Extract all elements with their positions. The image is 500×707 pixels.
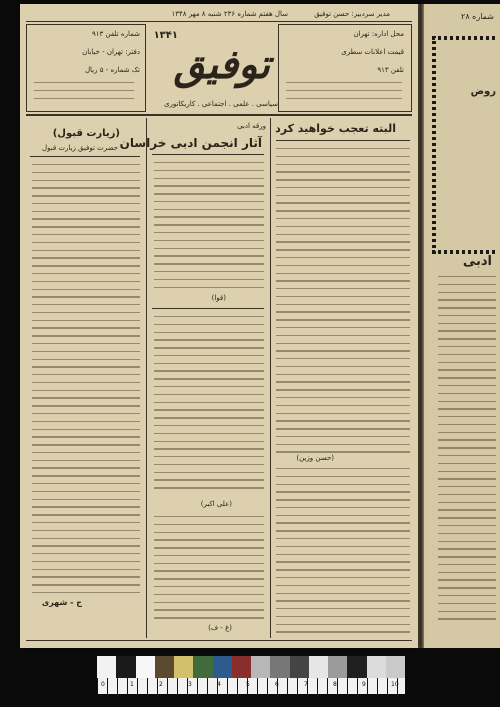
right-article-body: [276, 148, 410, 459]
ruler-tick-label: 8: [333, 681, 337, 688]
right-article-signature: (حسن وزین): [296, 454, 334, 462]
color-swatch: [270, 656, 289, 678]
center-poem-block: [154, 162, 264, 294]
color-swatch: [193, 656, 212, 678]
ornament-left: [432, 36, 436, 254]
adjacent-page-header: شماره ۲۸: [461, 12, 494, 21]
color-swatches: [97, 656, 405, 678]
left-header-line-1: شماره تلفن ۹۱۳: [92, 30, 140, 38]
color-swatch: [232, 656, 251, 678]
left-header-text: [34, 82, 134, 105]
ruler-tick-label: 2: [159, 681, 163, 688]
color-swatch: [213, 656, 232, 678]
masthead-tagline: سیاسی . علمی . اجتماعی . کاریکاتوری: [163, 100, 278, 108]
color-swatch: [347, 656, 366, 678]
color-swatch: [136, 656, 155, 678]
masthead-title: توفیق: [173, 42, 270, 88]
left-footer-sign: ح - شهری: [41, 598, 82, 607]
column-divider-right: [270, 118, 271, 638]
ruler-tick-label: 3: [188, 681, 192, 688]
color-swatch: [251, 656, 270, 678]
scale-ruler: [97, 678, 405, 694]
color-calibration-target: [97, 656, 405, 694]
center-signature: (قوا): [211, 294, 226, 302]
masthead-number: ۱۳۴۱: [153, 30, 178, 41]
left-poem-body: [32, 164, 140, 600]
color-swatch: [367, 656, 386, 678]
ornament-word: روض: [470, 86, 496, 97]
ornament-top: [432, 36, 498, 40]
ruler-tick-label: 6: [275, 681, 279, 688]
adjacent-page: [424, 4, 500, 648]
right-header-line-1: محل اداره: تهران: [353, 30, 404, 38]
ruler-tick-label: 10: [391, 681, 399, 688]
left-header-line-3: تک شماره - ۵ ریال: [84, 66, 140, 74]
right-header-text: [286, 82, 402, 105]
right-header-line-3: تلفن ۹۱۳: [377, 66, 404, 74]
color-swatch: [155, 656, 174, 678]
right-article-title: البته تعجب خواهید کرد: [275, 122, 396, 135]
center-article-body: [154, 316, 264, 495]
header-rule: [26, 114, 412, 116]
color-swatch: [290, 656, 309, 678]
column-divider-left: [146, 118, 147, 638]
newspaper-page: [20, 4, 418, 648]
left-title-rule: [30, 156, 140, 157]
binding-fold: [418, 4, 424, 648]
top-rule: [26, 21, 412, 22]
center-mid-rule: [152, 308, 264, 309]
left-header-line-2: دفتر: تهران - خیابان: [82, 48, 140, 56]
center-title-rule: [152, 154, 264, 155]
ruler-tick-label: 0: [101, 681, 105, 688]
color-swatch: [328, 656, 347, 678]
center-section-label: ورقه ادبی: [237, 122, 266, 130]
adjacent-text-block: [438, 276, 496, 626]
center-footer-sign: (غ - ف): [208, 624, 232, 632]
right-title-rule: [276, 140, 410, 141]
color-swatch: [309, 656, 328, 678]
ruler-tick-label: 5: [246, 681, 250, 688]
ruler-tick-label: 4: [217, 681, 221, 688]
color-swatch: [97, 656, 116, 678]
color-swatch: [116, 656, 135, 678]
ruler-tick-label: 9: [362, 681, 366, 688]
center-article-title: آثار انجمن ادبی خراسان: [119, 136, 262, 150]
left-article-title: (زیارت قبول): [52, 128, 120, 139]
color-swatch: [386, 656, 405, 678]
color-swatch: [174, 656, 193, 678]
top-right-text: مدیر سردبیر: حسن توفیق: [314, 10, 390, 18]
center-signature-2: (علی اکبر): [200, 500, 232, 508]
top-center-text: سال هفتم شماره ۲۳۶ شنبه ۸ مهر ۱۳۴۸: [171, 10, 288, 18]
ruler-tick-label: 7: [304, 681, 308, 688]
right-header-line-2: قیمت اعلانات سطری: [341, 48, 404, 56]
left-article-byline: حضرت توفیق زیارت قبول: [42, 144, 118, 152]
right-article-body-2: [276, 468, 410, 639]
adjacent-title: ادبی: [462, 254, 492, 269]
bottom-rule: [26, 640, 412, 641]
center-poem-block-2: [154, 516, 264, 625]
ruler-tick-label: 1: [130, 681, 134, 688]
